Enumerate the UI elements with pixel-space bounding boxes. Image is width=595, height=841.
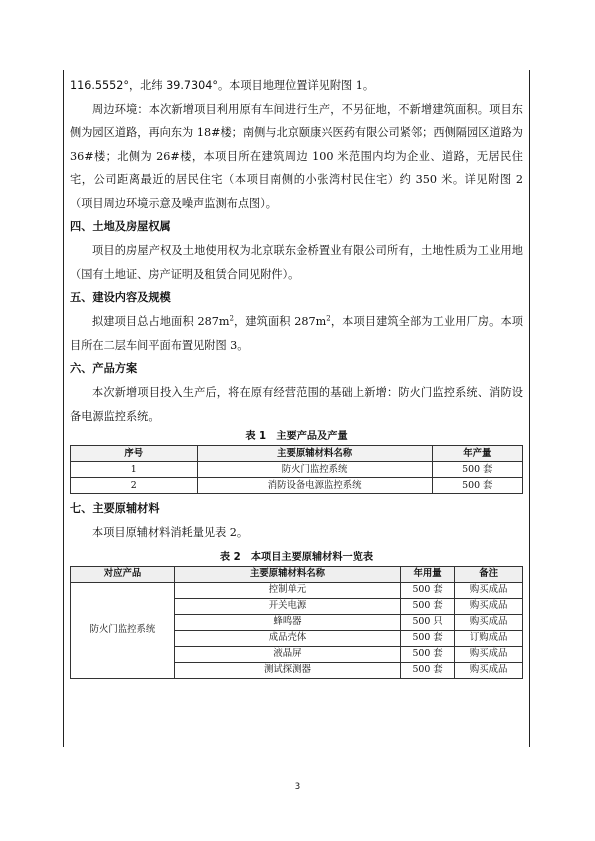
location-paragraph [70, 74, 523, 98]
table-cell: 成品壳体 [174, 630, 400, 646]
page-number: 3 [294, 782, 301, 792]
table-header-cell: 主要原辅材料名称 [197, 446, 432, 462]
area-text: 拟建项目总占地面积 287m [92, 315, 230, 328]
table-cell: 测试探测器 [174, 662, 400, 678]
table-cell: 500 套 [400, 630, 454, 646]
table-cell: 开关电源 [174, 598, 400, 614]
products-table [70, 445, 523, 494]
materials-table [70, 566, 523, 679]
section6-paragraph: 本次新增项目投入生产后，将在原有经营范围的基础上新增：防火门监控系统、消防设备电源监控系统。 [70, 386, 523, 423]
section7-paragraph: 本项目原辅材料消耗量见表 2。 [92, 526, 249, 539]
section4-paragraph: 项目的房屋产权及土地使用权为北京联东金桥置业有限公司所有，土地性质为工业用地（国有土地证、房产证明及租赁合同见附件）。 [70, 244, 523, 281]
table-cell: 500 套 [432, 462, 522, 478]
table-cell: 订购成品 [455, 630, 523, 646]
table-header-row [71, 446, 523, 462]
building-area-superscript: 2 [326, 314, 331, 323]
table1-caption: 表 1 主要产品及产量 [245, 431, 348, 442]
table-row [71, 478, 523, 494]
table-cell: 液晶屏 [174, 646, 400, 662]
table-cell: 购买成品 [455, 662, 523, 678]
table-cell: 控制单元 [174, 582, 400, 598]
section4-heading: 四、土地及房屋权属 [70, 220, 171, 233]
table-header-row [71, 566, 523, 582]
product-cell: 防火门监控系统 [71, 582, 175, 678]
location-text: 。本项目地理位置详见附图 1。 [217, 79, 375, 92]
document-frame [63, 70, 530, 747]
table-cell: 购买成品 [455, 598, 523, 614]
table-row [71, 462, 523, 478]
section6-heading: 六、产品方案 [70, 362, 138, 375]
table-row [71, 582, 523, 598]
table-header-cell: 年用量 [400, 566, 454, 582]
table-cell: 2 [71, 478, 198, 494]
table-cell: 购买成品 [455, 582, 523, 598]
table-cell: 500 套 [400, 598, 454, 614]
table-cell: 500 套 [400, 582, 454, 598]
building-area-text: ，建筑面积 287m [233, 315, 327, 328]
section5-heading: 五、建设内容及规模 [70, 291, 171, 304]
table-header-cell: 备注 [455, 566, 523, 582]
section5-paragraph [70, 310, 523, 357]
document-content [70, 74, 523, 679]
table-cell: 购买成品 [455, 614, 523, 630]
surroundings-paragraph: 周边环境：本次新增项目利用原有车间进行生产，不另征地，不新增建筑面积。项目东侧为园区道路，再向东为 18#楼；南侧与北京颐康兴医药有限公司紧邻；西侧隔园区道路为 36#楼；北侧为 26#楼，本项目所在建筑周边 100 米范围内均为企业、道路，无居民住宅，公司距离最近的居民住宅（本项目南侧的小张湾村民住宅）约 350 米。详见附图 2（项目周边环境示意及噪声监测布点图）。 [70, 102, 523, 210]
table-header-cell: 主要原辅材料名称 [174, 566, 400, 582]
section7-heading: 七、主要原辅材料 [70, 502, 160, 515]
table-cell: 购买成品 [455, 646, 523, 662]
workshop-text: ，本项目建筑全部为工业用厂房。本项目所在二层车间平面布置见附图 3。 [70, 315, 523, 352]
area-superscript: 2 [229, 314, 234, 323]
table-cell: 1 [71, 462, 198, 478]
table-cell: 500 套 [400, 662, 454, 678]
table-cell: 500 套 [432, 478, 522, 494]
table-header-cell: 序号 [71, 446, 198, 462]
table-header-cell: 年产量 [432, 446, 522, 462]
table-cell: 500 只 [400, 614, 454, 630]
table-cell: 消防设备电源监控系统 [197, 478, 432, 494]
table-header-cell: 对应产品 [71, 566, 175, 582]
table-cell: 防火门监控系统 [197, 462, 432, 478]
table-cell: 蜂鸣器 [174, 614, 400, 630]
table-cell: 500 套 [400, 646, 454, 662]
coordinates: 116.5552°，北纬 39.7304° [70, 79, 218, 92]
table2-caption: 表 2 本项目主要原辅材料一览表 [219, 551, 374, 563]
